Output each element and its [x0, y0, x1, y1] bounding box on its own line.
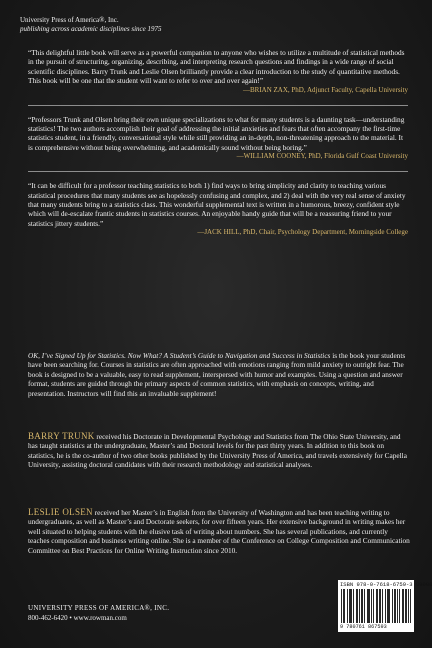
isbn-label: ISBN 978-0-7618-6759-3 90000 [340, 581, 432, 588]
barcode-bar [353, 589, 354, 623]
book-description [28, 351, 410, 398]
author-bio [28, 432, 410, 470]
author-bio-text: received her Master’s in English from the University of Washington and has been teaching writing to undergraduates, as well as Master’s and Doctorate seekers, for over fifteen years. Her extensive background in writing makes her well situated to helping students with the elusive task of writing about numbers. She has several publications, and currently teaches composition and business writing online. She is a member of the Conference on College Composition and Communication Committee on Best Practices for Online Writing Instruction since 2010. [28, 508, 410, 555]
description-body: is the book your students have been searching for. Courses in statistics are often approached with emotions ranging from mild anxiety to outright fear. The book is designed to be a valuable, easy to read supplement, interspersed with humor and examples. Using a question and answer format, students are guided through the primary aspects of common statistics, with emphasis on concepts, writing, and presentation. Instructors will find this an invaluable supplement! [28, 351, 406, 398]
barcode-bar [362, 589, 363, 623]
barcode-bar [382, 589, 383, 623]
endorsement-quote: “This delightful little book will serve as a powerful companion to anyone who wishes to utilize a multitude of statistical methods in the pursuit of structuring, organizing, describing, and interpreting research questions and findings in a wide range of social scientific disciplines. Barry Trunk and Leslie Olsen brilliantly provide a clear introduction to the study of quantitative methods. This book will be one that the student will want to refer to over and over again!” [28, 48, 405, 86]
barcode-bar [376, 589, 377, 623]
barcode-bar [373, 589, 374, 623]
author-name: BARRY TRUNK [28, 431, 95, 441]
barcode-bar [356, 589, 357, 623]
endorsement-quote: “Professors Trunk and Olsen bring their own unique specializations to what for many students is a daunting task—understanding statistics! The two authors accomplish their goal of addressing the initial anxieties and fears that often accompany the first-time statistics student, in a friendly, conversational style while still providing an in-depth, non-threatening approach to the material. It is comprehensive without being overwhelming, and academically sound without being boring.” [28, 114, 405, 152]
publisher-footer [28, 603, 169, 623]
barcode-bar [357, 589, 358, 623]
barcode-icon [341, 589, 411, 623]
barcode-bar [405, 589, 406, 623]
barcode-bar [343, 589, 344, 623]
barcode-bar [394, 589, 395, 623]
barcode-bar [377, 589, 378, 623]
endorsements [28, 48, 408, 237]
barcode-bar [347, 589, 348, 623]
barcode-bar [402, 589, 403, 623]
barcode-bar [371, 589, 372, 623]
barcode-bar [361, 589, 362, 623]
barcode-bar [351, 589, 352, 623]
endorsement-attribution: —WILLIAM COONEY, PhD, Florida Gulf Coast University [236, 152, 408, 161]
author-bio [28, 508, 410, 555]
barcode-bar [389, 589, 390, 623]
publisher-header [20, 16, 161, 34]
barcode-bar [399, 589, 400, 623]
barcode-bar [388, 589, 389, 623]
barcode-bar [369, 589, 370, 623]
barcode-bar [349, 589, 350, 623]
publisher-footer-name: UNIVERSITY PRESS OF AMERICA®, INC. [28, 604, 170, 612]
divider [28, 171, 408, 172]
publisher-tagline: publishing across academic disciplines since 1975 [20, 25, 162, 33]
barcode-bar [403, 589, 404, 623]
barcode-bar [341, 589, 342, 623]
barcode-bar [395, 589, 396, 623]
barcode-bar [379, 589, 380, 623]
barcode-bar [397, 589, 398, 623]
publisher-contact: 800-462-6420 • www.rowman.com [28, 614, 127, 622]
barcode-bar [368, 589, 369, 623]
barcode-bar [392, 589, 393, 623]
barcode-bar [367, 589, 368, 623]
barcode-bar [350, 589, 351, 623]
barcode-bar [344, 589, 345, 623]
barcode-bar [410, 589, 411, 623]
isbn-barcode [338, 580, 432, 632]
author-bio-text: received his Doctorate in Developmental Psychology and Statistics from The Ohio State University, and has taught statistics at the undergraduate, Master’s and Doctoral levels for the past thirty years. In addition to this book on statistics, he is the co-author of two other books published by the University Press of America, and travels extensively for Capella University, assisting doctoral candidates with their research methodology and statistical analyses. [28, 432, 407, 470]
price-code: 90000 [415, 581, 432, 588]
barcode-number: 9 780761 867593 [340, 624, 387, 630]
barcode-bar [380, 589, 381, 623]
barcode-bar [387, 589, 388, 623]
endorsement-attribution: —BRIAN ZAX, PhD, Adjunct Faculty, Capella University [242, 85, 408, 94]
book-title: OK, I’ve Signed Up for Statistics. Now What? A Student’s Guide to Navigation and Success in Statistics [28, 351, 331, 360]
author-name: LESLIE OLSEN [28, 507, 93, 517]
barcode-bar [359, 589, 360, 623]
barcode-bar [385, 589, 386, 623]
divider [28, 105, 408, 106]
barcode-bar [364, 589, 365, 623]
endorsement-quote: “It can be difficult for a professor teaching statistics to both 1) find ways to bring simplicity and clarity to teaching various statistical procedures that many students see as hopelessly confusing and complex, and 2) deal with the very real sense of anxiety that many students bring to a statistics class. This wonderful supplemental text is written in a humorous, breezy, confident style which will de-escalate frantic students in statistics courses. An enjoyable handy guide that will be a reassuring friend to your statistics jittery students.” [28, 181, 406, 228]
endorsement-attribution: —JACK HILL, PhD, Chair, Psychology Department, Morningside College [197, 228, 408, 237]
publisher-name: University Press of America®, Inc. [20, 16, 119, 24]
barcode-bar [408, 589, 409, 623]
barcode-bar [406, 589, 407, 623]
